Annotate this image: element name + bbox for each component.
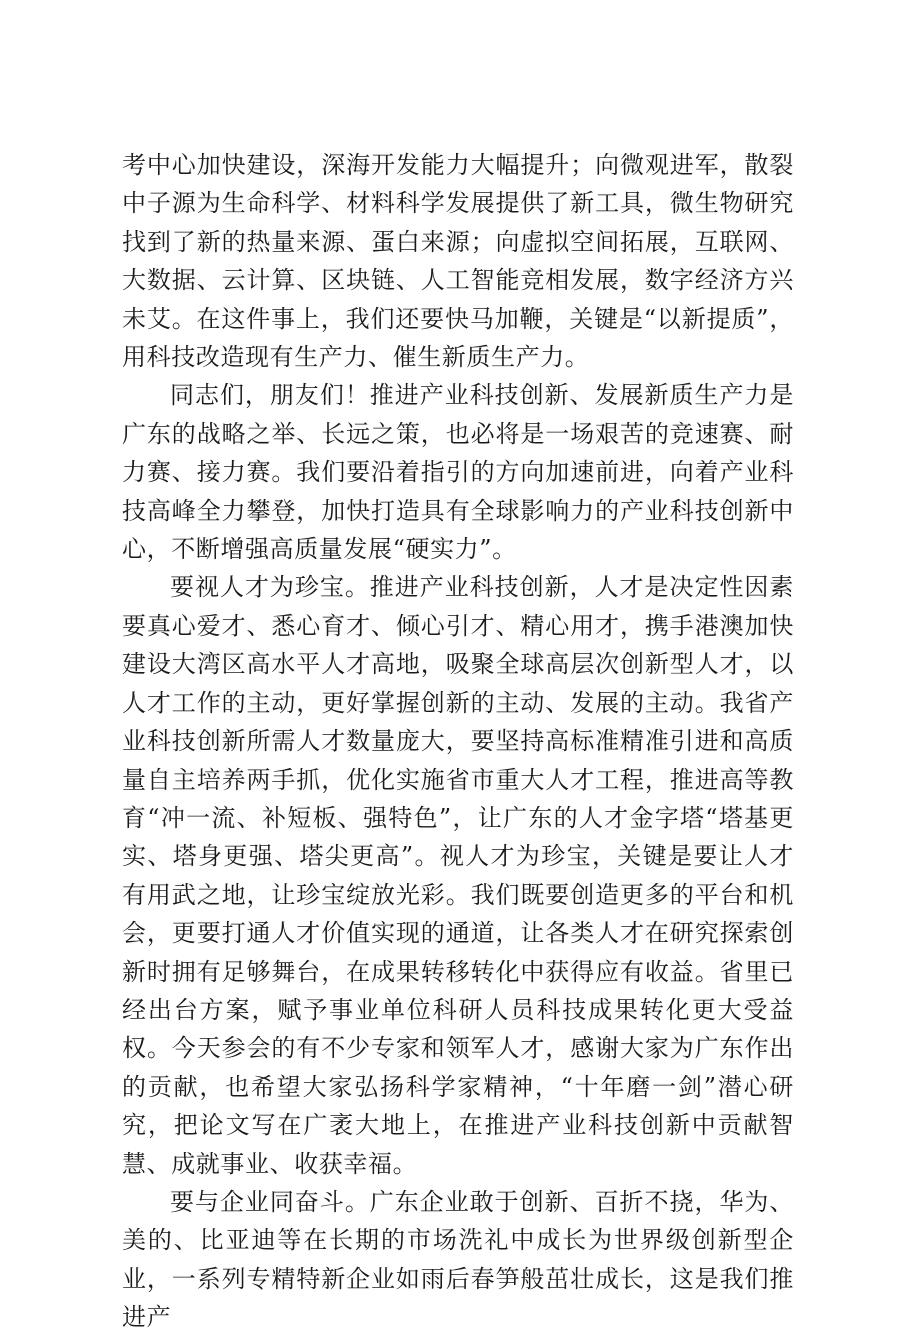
paragraph-continuation: 考中心加快建设，深海开发能力大幅提升；向微观进军，散裂中子源为生命科学、材料科学发展提供了新工具，微生物研究找到了新的热量来源、蛋白来源；向虚拟空间拓展，互联网、大数据、云计算、区块链、人工智能竞相发展，数字经济方兴未艾。在这件事上，我们还要快马加鞭，关键是“以新提质”，用科技改造现有生产力、催生新质生产力。 [122,151,794,372]
document-body [122,146,794,1337]
paragraph-talent: 要视人才为珍宝。推进产业科技创新，人才是决定性因素要真心爱才、悉心育才、倾心引才、精心用才，携手港澳加快建设大湾区高水平人才高地，吸聚全球高层次创新型人才，以人才工作的主动，更好掌握创新的主动、发展的主动。我省产业科技创新所需人才数量庞大，要坚持高标准精准引进和高质量自主培养两手抓，优化实施省市重大人才工程，推进高等教育“冲一流、补短板、强特色”，让广东的人才金字塔“塔基更实、塔身更强、塔尖更高”。视人才为珍宝，关键是要让人才有用武之地，让珍宝绽放光彩。我们既要创造更多的平台和机会，更要打通人才价值实现的通道，让各类人才在研究探索创新时拥有足够舞台，在成果转移转化中获得应有收益。省里已经出台方案，赋予事业单位科研人员科技成果转化更大受益权。今天参会的有不少专家和领军人才，感谢大家为广东作出的贡献，也希望大家弘扬科学家精神，“十年磨一剑”潜心研究，把论文写在广袤大地上，在推进产业科技创新中贡献智慧、成就事业、收获幸福。 [122,573,794,1178]
paragraph-enterprise: 要与企业同奋斗。广东企业敢于创新、百折不挠，华为、美的、比亚迪等在长期的市场洗礼中成长为世界级创新型企业，一系列专精特新企业如雨后春笋般茁壮成长，这是我们推进产 [122,1187,794,1332]
paragraph-comrades-friends: 同志们，朋友们！推进产业科技创新、发展新质生产力是广东的战略之举、长远之策，也必将是一场艰苦的竞速赛、耐力赛、接力赛。我们要沿着指引的方向加速前进，向着产业科技高峰全力攀登，加快打造具有全球影响力的产业科技创新中心，不断增强高质量发展“硬实力”。 [122,381,794,564]
